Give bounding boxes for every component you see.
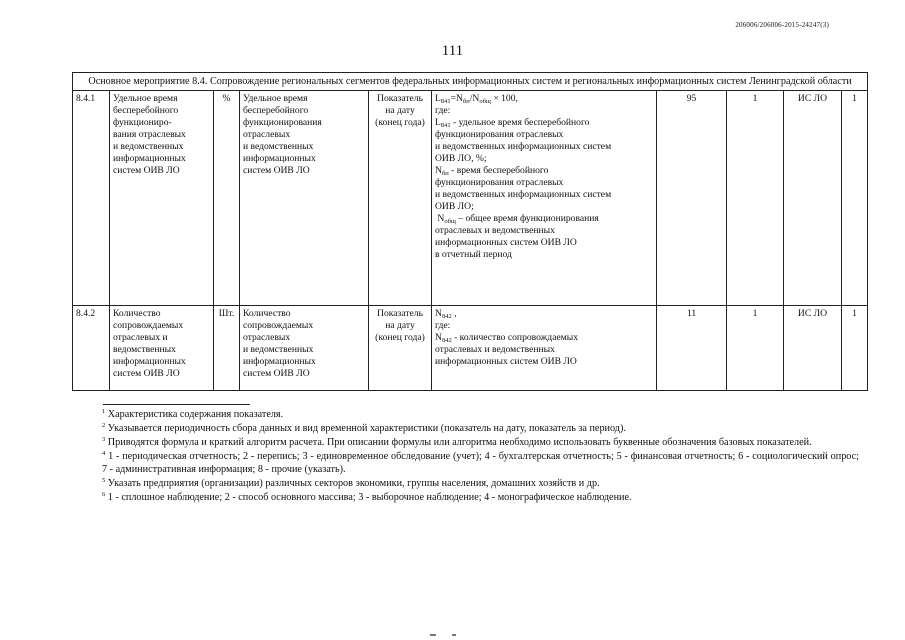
unit: Шт. <box>214 306 240 391</box>
section-header: Основное мероприятие 8.4. Сопровождение региональных сегментов федеральных информационных систем и региональных информационных систем Ленинградской области <box>73 73 868 91</box>
formula: $L_{841}=N_{бп}/N_{общ} \times 100$, где: $L_{841}$ - удельное время бесперебойного функционирования отраслевых и ведомственных информационных систем ОИВ ЛО, %; $N_{бп}$ - время бесперебойного функционирования отраслевых и ведомственных информационных систем ОИВ ЛО; $N_{общ}$ – общее время функционирования отраслевых и ведомственных информационных систем ОИВ ЛО в отчетный период <box>432 91 657 306</box>
value-col6: 11 <box>657 306 727 391</box>
table-row <box>73 306 868 391</box>
table-row <box>73 91 868 306</box>
value-col6: 95 <box>657 91 727 306</box>
characteristic: Количество сопровождаемых отраслевых и ведомственных информационных систем ОИВ ЛО <box>240 306 369 391</box>
footnote: $^6$ 1 - сплошное наблюдение; 2 - способ основного массива; 3 - выборочное наблюдение; 4 - монографическое наблюдение. <box>102 490 632 503</box>
row-number: 8.4.1 <box>73 91 110 306</box>
value-col7: 1 <box>727 91 784 306</box>
row-number: 8.4.2 <box>73 306 110 391</box>
value-col9: 1 <box>842 91 868 306</box>
footnote-divider <box>103 404 250 405</box>
formula: $N_{842}$ , где: $N_{842}$ - количество сопровождаемых отраслевых и ведомственных информационных систем ОИВ ЛО <box>432 306 657 391</box>
characteristic: Удельное время бесперебойного функционирования отраслевых и ведомственных информационных систем ОИВ ЛО <box>240 91 369 306</box>
indicator-name: Удельное время бесперебойного функциониро- вания отраслевых и ведомственных информационных систем ОИВ ЛО <box>110 91 214 306</box>
page-number: 111 <box>441 43 464 59</box>
unit: % <box>214 91 240 306</box>
footnote: $^3$ Приводятся формула и краткий алгоритм расчета. При описании формулы или алгоритма необходимо использовать буквенные обозначения базовых показателей. <box>102 435 812 448</box>
data-source: ИС ЛО <box>784 91 842 306</box>
indicator-table <box>72 72 868 391</box>
periodicity: Показатель на дату (конец года) <box>369 306 432 391</box>
indicator-name: Количество сопровождаемых отраслевых и ведомственных информационных систем ОИВ ЛО <box>110 306 214 391</box>
footnote: $^4$ 1 - периодическая отчетность; 2 - перепись; 3 - единовременное обследование (учет); 4 - бухгалтерская отчетность; 5 - финансовая отчетность; 6 - социологический опрос; 7 - административная информация; 8 - прочие (указать). <box>102 449 859 476</box>
document-id: 206006/206006-2015-24247(3) <box>735 21 829 29</box>
footnote: $^2$ Указывается периодичность сбора данных и вид временной характеристики (показатель на дату, показатель за период). <box>102 421 626 434</box>
footnote: $^5$ Указать предприятия (организации) различных секторов экономики, группы населения, домашних хозяйств и др. <box>102 477 600 490</box>
periodicity: Показатель на дату (конец года) <box>369 91 432 306</box>
value-col7: 1 <box>727 306 784 391</box>
footnotes <box>74 408 859 505</box>
value-col9: 1 <box>842 306 868 391</box>
data-source: ИС ЛО <box>784 306 842 391</box>
scan-mark <box>452 634 456 636</box>
footnote: $^1$ Характеристика содержания показателя. <box>102 408 284 420</box>
scan-mark <box>430 634 436 636</box>
